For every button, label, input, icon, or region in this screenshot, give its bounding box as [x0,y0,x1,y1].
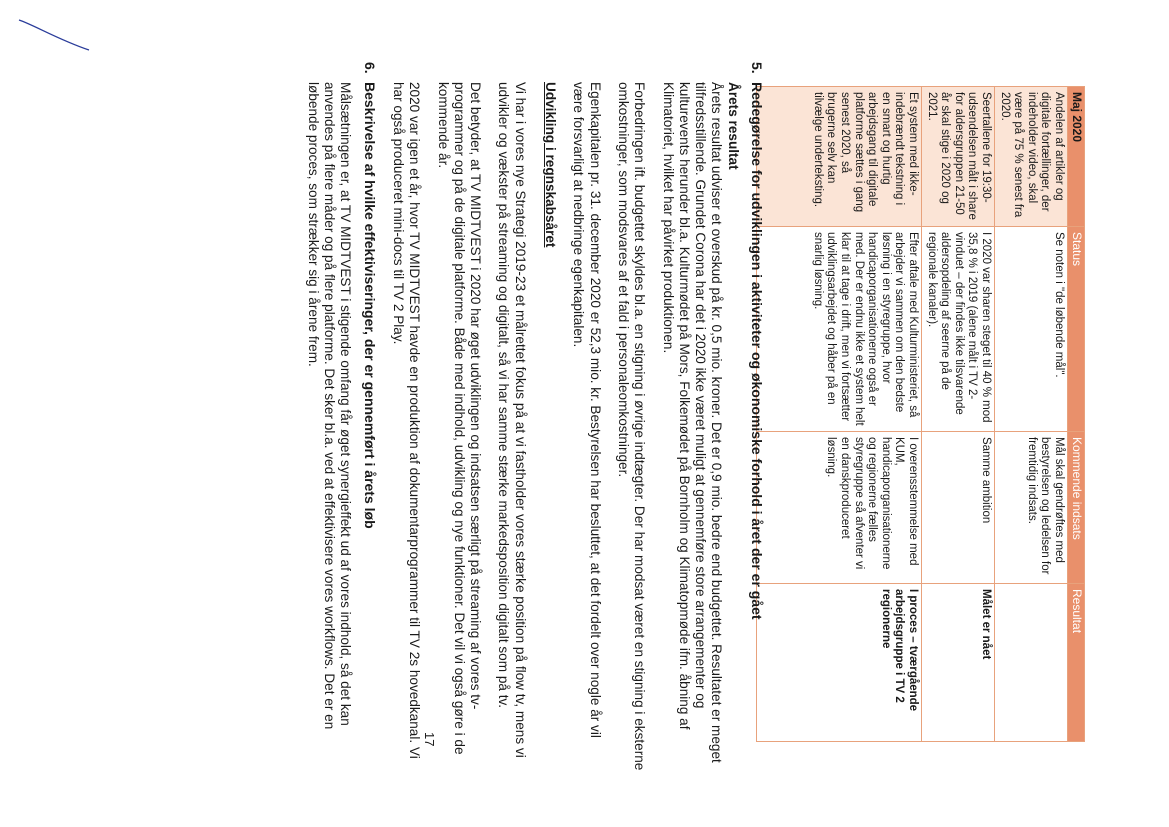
subheading-arets-resultat: Årets resultat [725,82,741,170]
table-header-row [1068,87,1085,742]
paragraph: Målsætningen er, at TV MIDTVEST i stigende omfang får øget synergieffekt ud af vores indhold, så det kan anvendes på flere måder og på flere platforme. Det sker bl.a. ved at effektivisere vores workflows. Det er en løbende proces, som strækker sig i årene frem. [305,82,354,730]
column-header: Resultat [1068,584,1085,742]
subheading-udvikling: Udvikling i regnskabsåret [543,82,559,248]
section-6-number: 6. [361,62,378,74]
goals-table [756,86,1085,742]
table-cell-result [995,584,1068,742]
table-cell-goal: Et system med ikke-indebrændt tekstning i en smart og hurtig arbejdsgang til digitale platforme sættes i gang senest 2020, så brugerne selv kan tilvælge underteksting. [757,87,922,227]
section-5-title: Redegørelse for udviklingen i aktiviteter og økonomiske forhold i året der er gået [749,82,765,620]
table-cell-next: Samme ambition [922,432,995,584]
table-row [995,87,1068,742]
column-header: Kommende indsats [1068,432,1085,584]
table-row [922,87,995,742]
body-content [292,62,765,772]
paragraph: Vi har i vores nye Strategi 2019-23 et målrettet fokus på at vi fastholder vores stærke position på flow tv, mens vi udvikler og vækster på streaming og digitalt, så vi har samme stærke markedsposition digitalt som på tv. [496,82,528,758]
table-cell-next: Mål skal gendrøftes med bestyrelsen og ledelsen for fremtidig indsats. [995,432,1068,584]
section-6-heading [361,62,378,772]
table-cell-next: I overensstemmelse med KUM, handicaporganisationerne og regionerne fælles styregruppe så afventer vi en danskproduceret løsning. [757,432,922,584]
table-cell-status: Se noten i "de løbende mål". [995,227,1068,432]
paragraph: Det betyder, at TV MIDTVEST i 2020 har øget udviklingen og indsatsen særligt på streaming af vores tv-programmer og på de digitale platforme. Både med indhold, udvikling og nye funktioner. Det vil vi også gøre i de kommende år. [435,82,484,755]
table-row [757,87,922,742]
section-6-title: Beskrivelse af hvilke effektiviseringer, der er gennemført i årets løb [361,82,378,529]
paragraph: Forbedringen ift. budgettet skyldes bl.a. en stigning i øvrige indtægter. Der har modsat været en stigning i eksterne omkostninger, som modsvares af et fald i personaleomkostninger. [615,82,648,771]
table-cell-result: I proces – tværgående arbejdsgruppe i TV 2 regionerne [757,584,922,742]
table-cell-status: Efter aftale med Kulturministeriet, så arbejder vi sammen om den bedste løsning i en styregruppe, hvor handicaporganisationerne også er med. Der er endnu ikke et system helt klar til at tage i drift, men vi fortsætter udviklingsarbejdet og håber på en snarlig løsning. [757,227,922,432]
page-number: 17 [422,732,437,747]
table-cell-status: I 2020 var sharen steget til 40 % mod 35,8 % i 2019 (alene målt i TV 2-vinduet – der findes ikke tilsvarende aldersopdeling af seerne på de regionale kanaler). [922,227,995,432]
paragraph: Egenkapitalen pr. 31. december 2020 er 52,3 mio. kr. Bestyrelsen har besluttet, at det fordelt over nogle år vil være forsvarligt at nedbringe egenkapitalen. [571,82,603,738]
column-header: Status [1068,227,1085,432]
column-header: Maj 2020 [1068,87,1085,227]
section-5-number: 5. [749,62,765,74]
table-cell-goal: Seertallene for 19:30-udsendelsen målt i share for aldersgruppen 21-50 år skal stige i 2020 og 2021. [922,87,995,227]
table-cell-goal: Andelen af artikler og digitale fortællinger, der indeholder video, skal være på 75 % senest fra 2020. [995,87,1068,227]
paragraph: 2020 var igen et år, hvor TV MIDTVEST havde en produktion af dokumentarprogrammer til TV 2s hovedkanal. Vi har også produceret mini-docs til TV 2 Play. [390,82,423,759]
table-cell-result: Målet er nået [922,584,995,742]
paragraph: Årets resultat udviser et overskud på kr. 0,5 mio. kroner. Det er 0,9 mio. bedre end budgettet. Resultatet er meget tilfredsstillende. Grundet Corona har det i 2020 ikke været muligt at gennemføre store arrangementer og kulturevents herunder bl.a. Kulturmødet på Mors, Folkemødet på Bornholm og Klimatopmøde ifm. åbning af Klimatoriet, hvilket har påvirket produktionen. [660,82,725,763]
section-5-heading [749,62,765,772]
